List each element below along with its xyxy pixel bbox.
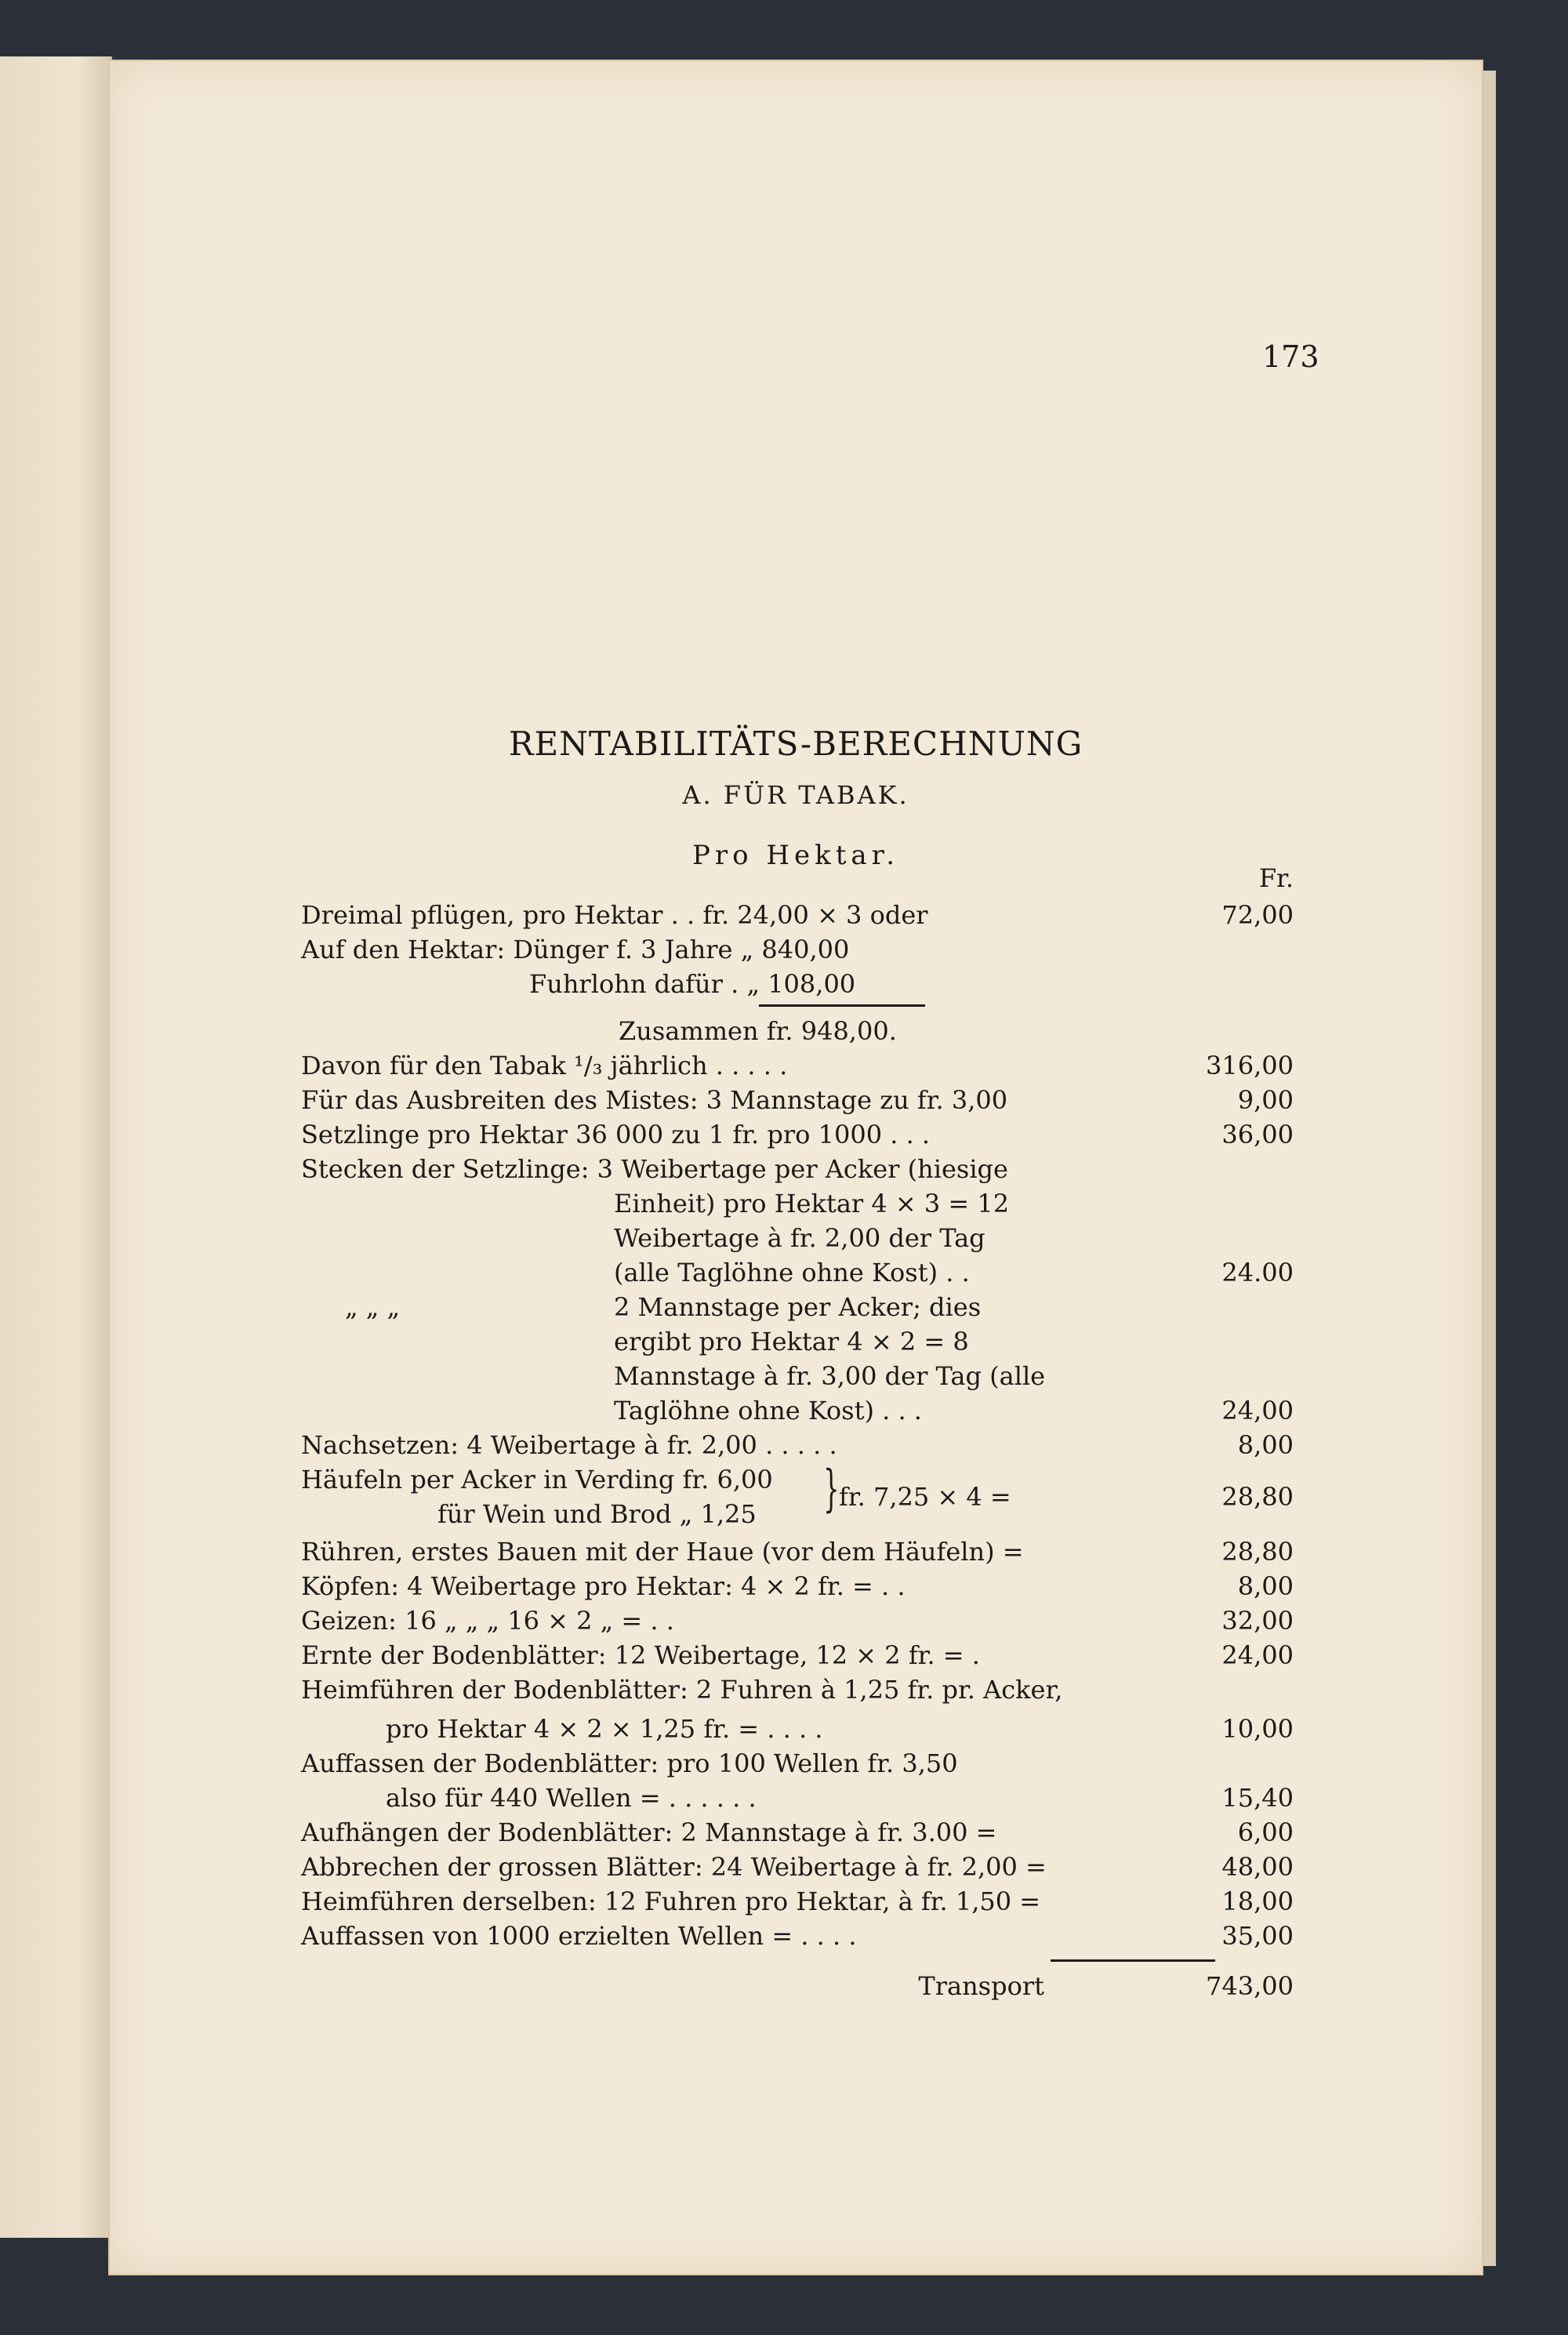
- row-text: Mannstage à fr. 3,00 der Tag (alle: [614, 1361, 1046, 1391]
- row-text: Auffassen der Bodenblätter: pro 100 Wellen fr. 3,50: [301, 1749, 958, 1778]
- left-page-edge: [0, 56, 112, 2238]
- row-amount: 24,00: [1221, 1396, 1294, 1425]
- row-amount: 18,00: [1221, 1887, 1294, 1916]
- row-amount: 8,00: [1237, 1571, 1294, 1601]
- row-text: Fuhrlohn dafür . „ 108,00: [529, 969, 856, 999]
- row-amount: 24.00: [1221, 1258, 1294, 1287]
- row-text: Köpfen: 4 Weibertage pro Hektar: 4 × 2 fr. = . .: [301, 1571, 906, 1601]
- row-text: Aufhängen der Bodenblätter: 2 Mannstage à fr. 3.00 =: [301, 1818, 997, 1847]
- row-amount: 48,00: [1221, 1852, 1294, 1882]
- row-text: Ernte der Bodenblätter: 12 Weibertage, 12 × 2 fr. = .: [301, 1640, 980, 1670]
- row-text: Einheit) pro Hektar 4 × 3 = 12: [614, 1189, 1010, 1218]
- transport-rule: [1051, 1959, 1215, 1962]
- row-amount: 316,00: [1206, 1051, 1294, 1080]
- row-text: für Wein und Brod „ 1,25: [437, 1499, 757, 1529]
- row-text: Geizen: 16 „ „ „ 16 × 2 „ = . .: [301, 1606, 674, 1636]
- row-text: fr. 7,25 × 4 =: [839, 1482, 1011, 1512]
- row-amount: 10,00: [1221, 1714, 1294, 1744]
- row-text: Nachsetzen: 4 Weibertage à fr. 2,00 . . . . .: [301, 1430, 837, 1460]
- row-text: Davon für den Tabak ¹/₃ jährlich . . . . .: [301, 1051, 788, 1080]
- unit-header: Pro Hektar.: [691, 840, 900, 871]
- brace: }: [823, 1460, 840, 1518]
- row-text: Weibertage à fr. 2,00 der Tag: [614, 1223, 985, 1253]
- row-amount: 72,00: [1221, 900, 1294, 930]
- ditto-marks: „ „ „: [345, 1292, 401, 1322]
- transport-amount: 743,00: [1206, 1971, 1294, 2001]
- row-text: Heimführen derselben: 12 Fuhren pro Hektar, à fr. 1,50 =: [301, 1887, 1041, 1916]
- currency-header: Fr.: [1258, 863, 1294, 893]
- row-amount: 9,00: [1237, 1085, 1294, 1115]
- row-amount: 32,00: [1221, 1606, 1294, 1636]
- row-amount: 35,00: [1221, 1921, 1294, 1951]
- row-text: Dreimal pflügen, pro Hektar . . fr. 24,00 × 3 oder: [301, 900, 928, 930]
- row-text: Abbrechen der grossen Blätter: 24 Weibertage à fr. 2,00 =: [301, 1852, 1047, 1882]
- book-page: [108, 60, 1483, 2275]
- row-text: Setzlinge pro Hektar 36 000 zu 1 fr. pro 1000 . . .: [301, 1120, 931, 1149]
- row-text: Heimführen der Bodenblätter: 2 Fuhren à 1,25 fr. pr. Acker,: [301, 1675, 1063, 1705]
- page-edge: [1482, 71, 1496, 2266]
- row-amount: 28,80: [1221, 1482, 1294, 1512]
- row-text: Stecken der Setzlinge: 3 Weibertage per Acker (hiesige: [301, 1154, 1008, 1184]
- row-text: also für 440 Wellen = . . . . . .: [386, 1783, 757, 1813]
- row-text: Taglöhne ohne Kost) . . .: [614, 1396, 922, 1425]
- row-amount: 15,40: [1221, 1783, 1294, 1813]
- row-text: Für das Ausbreiten des Mistes: 3 Mannstage zu fr. 3,00: [301, 1085, 1008, 1115]
- page-number: 173: [1262, 340, 1319, 374]
- sum-rule: [759, 1004, 925, 1007]
- row-text: ergibt pro Hektar 4 × 2 = 8: [614, 1327, 969, 1356]
- row-text: Auf den Hektar: Dünger f. 3 Jahre „ 840,00: [301, 935, 850, 964]
- row-amount: 6,00: [1237, 1818, 1294, 1847]
- row-amount: 24,00: [1221, 1640, 1294, 1670]
- page-title: RENTABILITÄTS-BERECHNUNG: [508, 724, 1083, 763]
- row-text: Häufeln per Acker in Verding fr. 6,00: [301, 1465, 773, 1494]
- row-text: (alle Taglöhne ohne Kost) . .: [614, 1258, 970, 1287]
- transport-label: Transport: [918, 1971, 1044, 2001]
- row-text: Auffassen von 1000 erzielten Wellen = . . . .: [301, 1921, 857, 1951]
- section-subtitle: A. FÜR TABAK.: [682, 780, 909, 810]
- row-text: 2 Mannstage per Acker; dies: [614, 1292, 982, 1322]
- row-amount: 36,00: [1221, 1120, 1294, 1149]
- row-amount: 28,80: [1221, 1537, 1294, 1567]
- row-amount: 8,00: [1237, 1430, 1294, 1460]
- row-text: Zusammen fr. 948,00.: [619, 1016, 897, 1046]
- row-text: pro Hektar 4 × 2 × 1,25 fr. = . . . .: [386, 1714, 823, 1744]
- row-text: Rühren, erstes Bauen mit der Haue (vor dem Häufeln) =: [301, 1537, 1024, 1567]
